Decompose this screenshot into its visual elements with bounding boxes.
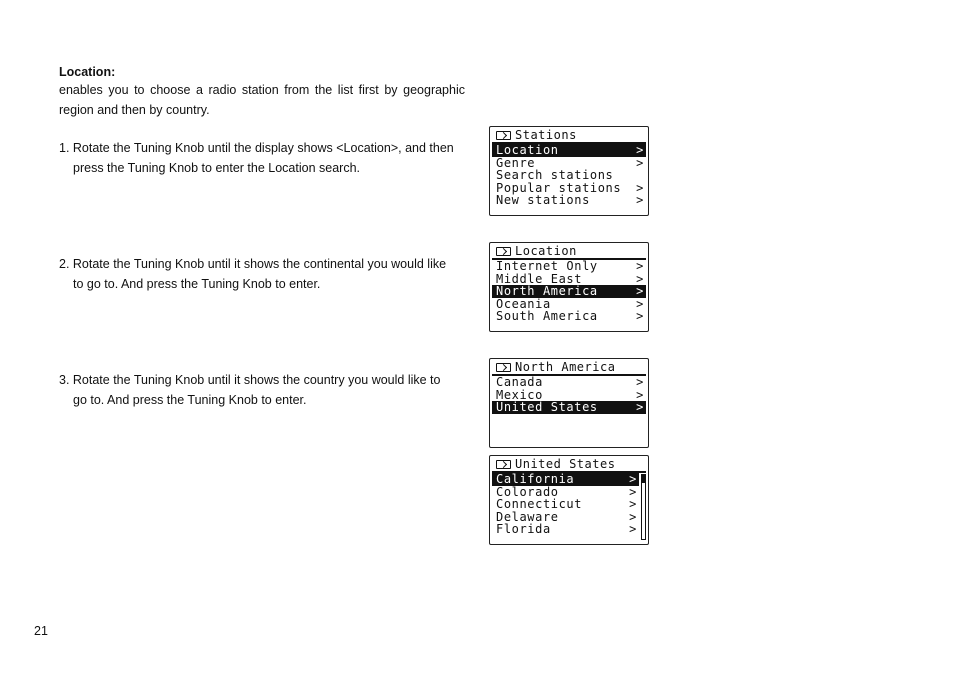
- step-1-line-2: press the Tuning Knob to enter the Location search.: [73, 161, 360, 175]
- step-3: [59, 370, 469, 410]
- menu-item-colorado[interactable]: Colorado >: [496, 484, 637, 499]
- menu-item-location[interactable]: Location >: [492, 144, 646, 157]
- chevron-right-icon: >: [629, 472, 637, 486]
- section-heading: Location:: [59, 65, 116, 79]
- step-2-line-2: to go to. And press the Tuning Knob to enter.: [73, 277, 321, 291]
- chevron-right-icon: >: [629, 497, 637, 512]
- chevron-right-icon: >: [636, 387, 644, 402]
- step-3-line-2: go to. And press the Tuning Knob to enter.: [73, 393, 307, 407]
- chevron-right-icon: >: [629, 484, 637, 499]
- lcd-screen-north-america: [489, 358, 649, 448]
- chevron-right-icon: >: [636, 193, 644, 208]
- chevron-right-icon: >: [636, 296, 644, 311]
- menu-item-mexico[interactable]: Mexico >: [496, 387, 644, 402]
- chevron-right-icon: >: [636, 271, 644, 286]
- intro-paragraph: enables you to choose a radio station from the list first by geographic region and then by country.: [59, 83, 465, 117]
- menu-item-delaware[interactable]: Delaware >: [496, 509, 637, 524]
- menu-item-genre[interactable]: Genre >: [496, 155, 644, 170]
- menu-item-canada[interactable]: Canada >: [496, 375, 644, 389]
- chevron-right-icon: >: [636, 284, 644, 299]
- menu-item-internet-only[interactable]: Internet Only >: [496, 259, 644, 273]
- chevron-right-icon: >: [636, 400, 644, 415]
- menu-item-popular-stations[interactable]: Popular stations >: [496, 180, 644, 195]
- chevron-right-icon: >: [636, 143, 644, 157]
- chevron-right-icon: >: [636, 375, 644, 389]
- step-1: [59, 138, 469, 178]
- step-2: [59, 254, 469, 294]
- chevron-right-icon: >: [636, 259, 644, 273]
- folder-icon: [496, 131, 511, 140]
- lcd-screen-united-states: [489, 455, 649, 545]
- menu-item-search-stations[interactable]: Search stations: [496, 168, 614, 183]
- chevron-right-icon: >: [636, 180, 644, 195]
- lcd-scrollbar[interactable]: [641, 474, 646, 540]
- lcd-screen-location: [489, 242, 649, 332]
- chevron-right-icon: >: [629, 522, 637, 537]
- lcd-screen-stations: [489, 126, 649, 216]
- chevron-right-icon: >: [629, 509, 637, 524]
- chevron-right-icon: >: [636, 155, 644, 170]
- menu-item-north-america[interactable]: North America >: [492, 285, 646, 298]
- lcd-title: United States: [496, 457, 615, 471]
- folder-icon: [496, 460, 511, 469]
- menu-item-middle-east[interactable]: Middle East >: [496, 271, 644, 286]
- step-3-line-1: 3. Rotate the Tuning Knob until it shows the country you would like to: [59, 373, 441, 387]
- menu-item-california[interactable]: California >: [492, 473, 639, 486]
- menu-item-new-stations[interactable]: New stations >: [496, 193, 644, 208]
- menu-item-florida[interactable]: Florida >: [496, 522, 637, 537]
- scrollbar-thumb[interactable]: [642, 475, 645, 483]
- lcd-title: Stations: [496, 128, 577, 142]
- step-2-line-1: 2. Rotate the Tuning Knob until it shows the continental you would like: [59, 257, 447, 271]
- menu-item-united-states[interactable]: United States >: [492, 401, 646, 414]
- step-1-line-1: 1. Rotate the Tuning Knob until the display shows <Location>, and then: [59, 141, 454, 155]
- lcd-title: North America: [496, 360, 615, 374]
- folder-icon: [496, 247, 511, 256]
- menu-item-connecticut[interactable]: Connecticut >: [496, 497, 637, 512]
- chevron-right-icon: >: [636, 309, 644, 324]
- folder-icon: [496, 363, 511, 372]
- menu-item-oceania[interactable]: Oceania >: [496, 296, 644, 311]
- lcd-title: Location: [496, 244, 577, 258]
- page-number: 21: [34, 624, 48, 638]
- menu-item-south-america[interactable]: South America >: [496, 309, 644, 324]
